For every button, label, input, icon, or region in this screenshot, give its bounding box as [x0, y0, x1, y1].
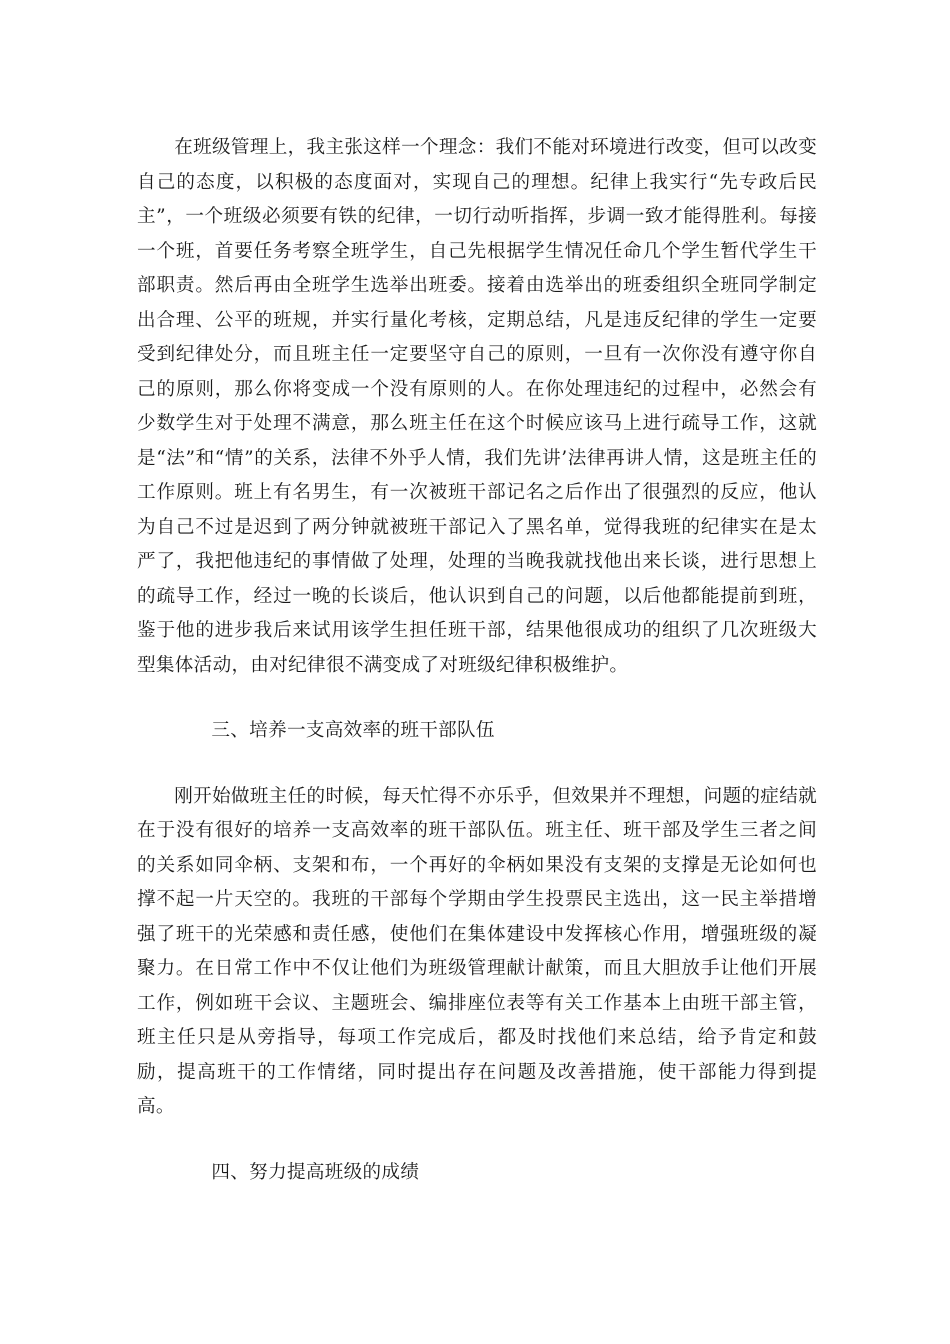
paragraph-class-discipline: 在班级管理上，我主张这样一个理念：我们不能对环境进行改变，但可以改变自己的态度，以积极的态度面对，实现自己的理想。纪律上我实行“先专政后民主”，一个班级必须要有铁的纪律，一切行动听指挥，步调一致才能得胜利。每接一个班，首要任务考察全班学生，自己先根据学生情况任命几个学生暂代学生干部职责。然后再由全班学生选举出班委。接着由选举出的班委组织全班同学制定出合理、公平的班规，并实行量化考核，定期总结，凡是违反纪律的学生一定要受到纪律处分，而且班主任一定要坚守自己的原则，一旦有一次你没有遵守你自己的原则，那么你将变成一个没有原则的人。在你处理违纪的过程中，必然会有少数学生对于处理不满意，那么班主任在这个时候应该马上进行疏导工作，这就是“法”和“情”的关系，法律不外乎人情，我们先讲’法律再讲人情，这是班主任的工作原则。班上有名男生，有一次被班干部记名之后作出了很强烈的反应，他认为自己不过是迟到了两分钟就被班干部记入了黑名单，觉得我班的纪律实在是太严了，我把他违纪的事情做了处理，处理的当晚我就找他出来长谈，进行思想上的疏导工作，经过一晚的长谈后，他认识到自己的问题，以后他都能提前到班，鉴于他的进步我后来试用该学生担任班干部，结果他很成功的组织了几次班级大型集体活动，由对纪律很不满变成了对班级纪律积极维护。: [137, 137, 817, 676]
section-heading-4: 四、努力提高班级的成绩: [211, 1161, 420, 1183]
document-body: [137, 131, 817, 1190]
section-heading-3: 三、培养一支高效率的班干部队伍: [211, 720, 495, 741]
paragraph-class-cadres: 刚开始做班主任的时候，每天忙得不亦乐乎，但效果并不理想，问题的症结就在于没有很好的培养一支高效率的班干部队伍。班主任、班干部及学生三者之间的关系如同伞柄、支架和布，一个再好的伞柄如果没有支架的支撑是无论如何也撑不起一片天空的。我班的干部每个学期由学生投票民主选出，这一民主举措增强了班干的光荣感和责任感，使他们在集体建设中发挥核心作用，增强班级的凝聚力。在日常工作中不仅让他们为班级管理献计献策，而且大胆放手让他们开展工作，例如班干会议、主题班会、编排座位表等有关工作基本上由班干部主管，班主任只是从旁指导，每项工作完成后，都及时找他们来总结，给予肯定和鼓励，提高班干的工作情绪，同时提出存在问题及改善措施，使干部能力得到提高。: [137, 785, 817, 1117]
